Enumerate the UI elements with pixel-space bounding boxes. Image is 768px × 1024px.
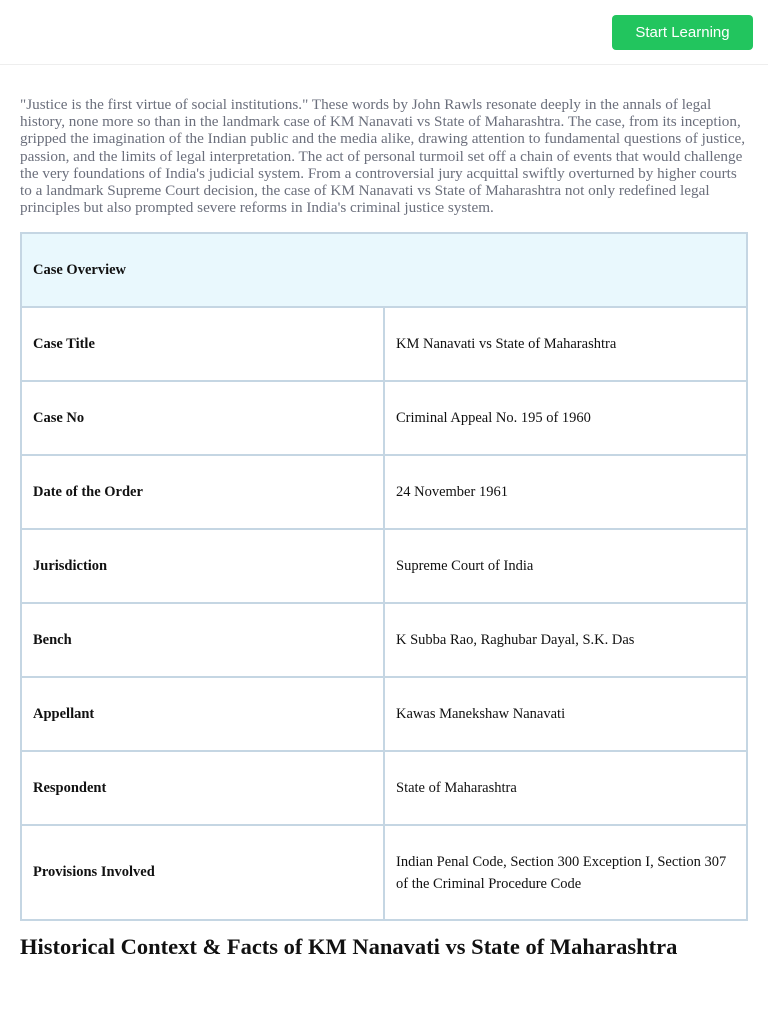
row-label: Provisions Involved (21, 825, 384, 920)
table-row (21, 455, 747, 529)
table-row (21, 677, 747, 751)
table-row (21, 381, 747, 455)
table-row (21, 751, 747, 825)
table-row (21, 603, 747, 677)
row-value: Supreme Court of India (384, 529, 747, 603)
row-label: Jurisdiction (21, 529, 384, 603)
section-heading: Historical Context & Facts of KM Nanavati vs State of Maharashtra (20, 934, 678, 959)
row-value: K Subba Rao, Raghubar Dayal, S.K. Das (384, 603, 747, 677)
table-row (21, 307, 747, 381)
row-value: Kawas Manekshaw Nanavati (384, 677, 747, 751)
row-label: Appellant (21, 677, 384, 751)
row-label: Case No (21, 381, 384, 455)
case-overview-heading: Case Overview (21, 233, 747, 307)
row-label: Respondent (21, 751, 384, 825)
row-label: Case Title (21, 307, 384, 381)
top-bar (0, 0, 768, 65)
case-overview-header-row (21, 233, 747, 307)
table-row (21, 529, 747, 603)
start-learning-button[interactable]: Start Learning (612, 15, 753, 50)
row-value: KM Nanavati vs State of Maharashtra (384, 307, 747, 381)
intro-paragraph: "Justice is the first virtue of social institutions." These words by John Rawls resonate deeply in the annals of legal history, none more so than in the landmark case of KM Nanavati vs State of Maharashtra. The case, from its inception, gripped the imagination of the Indian public and the media alike, drawing attention to fundamental questions of justice, passion, and the limits of legal interpretation. The act of personal turmoil set off a chain of events that would challenge the very foundations of India's judicial system. From a controversial jury acquittal swiftly overturned by higher courts to a landmark Supreme Court decision, the case of KM Nanavati vs State of Maharashtra not only redefined legal principles but also prompted severe reforms in India's criminal justice system. (20, 96, 746, 217)
row-value: State of Maharashtra (384, 751, 747, 825)
row-label: Bench (21, 603, 384, 677)
row-value: Criminal Appeal No. 195 of 1960 (384, 381, 747, 455)
row-value: Indian Penal Code, Section 300 Exception I, Section 307 of the Criminal Procedure Code (384, 825, 747, 920)
row-value: 24 November 1961 (384, 455, 747, 529)
table-row (21, 825, 747, 920)
case-overview-table (20, 232, 748, 921)
row-label: Date of the Order (21, 455, 384, 529)
